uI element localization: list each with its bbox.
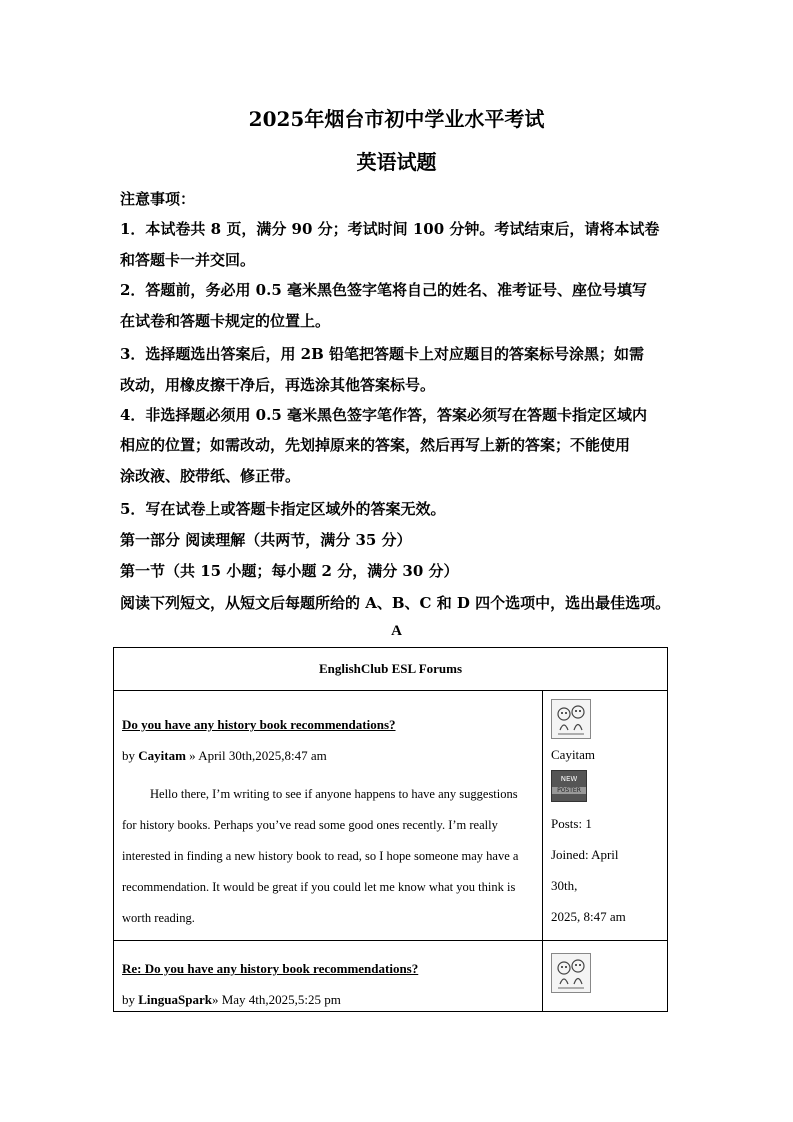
instruction-line: 相应的位置；如需改动，先划掉原来的答案，然后再写上新的答案；不能使用	[120, 436, 631, 454]
part-title: 第一部分 阅读理解（共两节，满分 35 分）	[120, 531, 412, 549]
by-label: by	[122, 992, 139, 1007]
instruction-line: 2．答题前，务必用 0.5 毫米黑色签字笔将自己的姓名、准考证号、座位号填写	[120, 281, 647, 299]
badge-bottom-text: POSTER	[552, 787, 586, 794]
instruction-line: 改动，用橡皮擦干净后，再选涂其他答案标号。	[120, 376, 436, 394]
reply-title[interactable]: Re: Do you have any history book recommendations?	[122, 961, 419, 976]
instruction-line: 3．选择题选出答案后，用 2B 铅笔把答题卡上对应题目的答案标号涂黑；如需	[120, 345, 644, 363]
joined-line-2: 30th,	[551, 878, 578, 893]
reply-sidebar	[543, 941, 668, 1012]
badge-top-text: NEW	[560, 775, 578, 783]
forum-post	[114, 691, 543, 941]
reply-author[interactable]: LinguaSpark	[138, 992, 212, 1007]
passage-label: A	[391, 623, 402, 639]
post-count: Posts: 1	[551, 816, 592, 831]
exam-title: 2025年烟台市初中学业水平考试	[248, 107, 545, 131]
post-author[interactable]: Cayitam	[138, 748, 186, 763]
instruction-line: 1．本试卷共 8 页，满分 90 分；考试时间 100 分钟。考试结束后，请将本试卷	[120, 220, 660, 238]
instructions-heading: 注意事项：	[120, 190, 196, 208]
post-byline	[122, 748, 534, 764]
new-poster-badge	[551, 770, 587, 802]
instruction-line: 涂改液、胶带纸、修正带。	[120, 467, 301, 485]
reply-byline	[122, 992, 534, 1008]
author-sidebar	[543, 691, 668, 941]
post-body: Hello there, I’m writing to see if anyone happens to have any suggestions for history books. Perhaps you’ve read some good ones recently. I’m really interested in finding a new history book to read, so I hope someone may have a recommendation. It would be great if you could let me know what you think is worth reading.	[122, 787, 519, 925]
instruction-line: 和答题卡一并交回。	[120, 251, 256, 269]
joined-line-3: 2025, 8:47 am	[551, 909, 626, 924]
joined-line-1: Joined: April	[551, 847, 619, 862]
sidebar-username[interactable]: Cayitam	[551, 747, 596, 762]
exam-subtitle: 英语试题	[356, 150, 437, 174]
instruction-line: 5．写在试卷上或答题卡指定区域外的答案无效。	[120, 500, 446, 518]
section-title: 第一节（共 15 小题；每小题 2 分，满分 30 分）	[120, 562, 459, 580]
instruction-line: 在试卷和答题卡规定的位置上。	[120, 312, 331, 330]
by-label: by	[122, 748, 139, 763]
instruction-line: 4．非选择题必须用 0.5 毫米黑色签字笔作答，答案必须写在答题卡指定区域内	[120, 406, 647, 424]
directions: 阅读下列短文，从短文后每题所给的 A、B、C 和 D 四个选项中，选出最佳选项。	[120, 594, 671, 612]
avatar[interactable]	[551, 953, 591, 993]
forum-table	[113, 647, 668, 1012]
reply-date: » May 4th,2025,5:25 pm	[211, 992, 341, 1007]
post-title[interactable]: Do you have any history book recommendations?	[122, 717, 396, 732]
post-date: » April 30th,2025,8:47 am	[185, 748, 327, 763]
forum-reply	[114, 941, 543, 1012]
forum-header: EnglishClub ESL Forums	[114, 648, 668, 691]
avatar[interactable]	[551, 699, 591, 739]
